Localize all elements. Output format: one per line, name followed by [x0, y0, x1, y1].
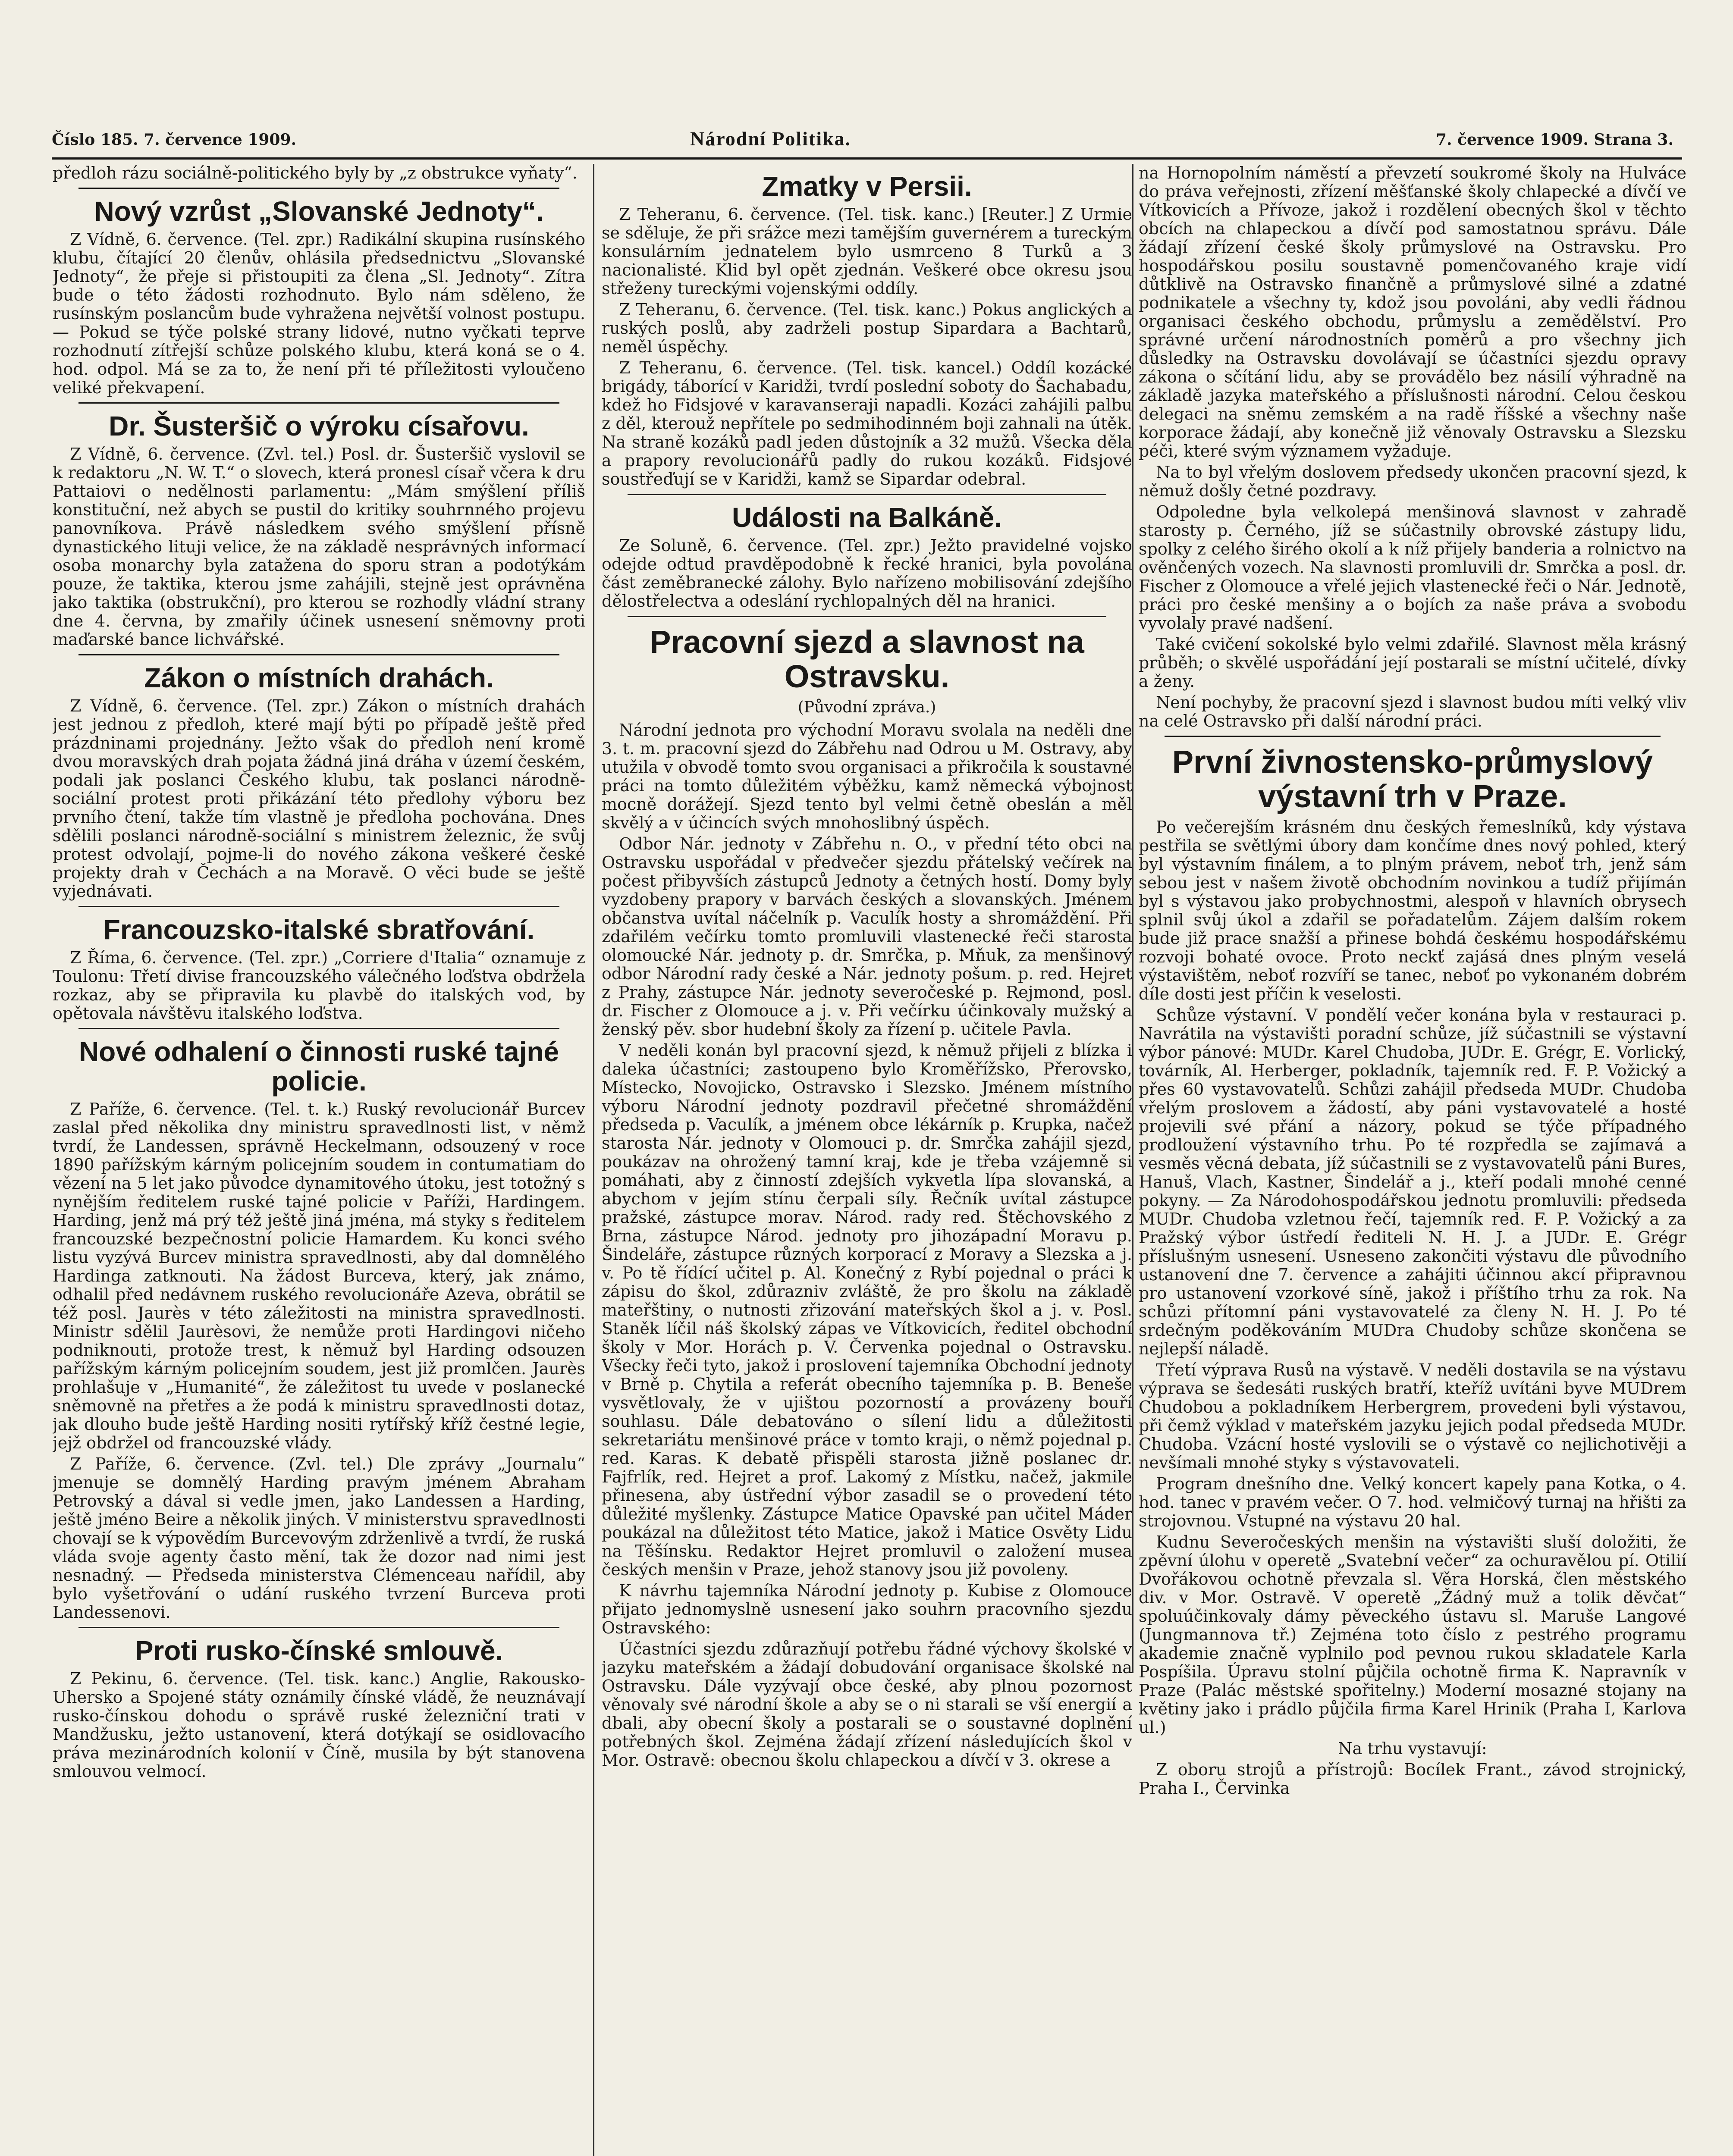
- article-title: Pracovní sjezd a slavnost na Ostravsku.: [650, 624, 1084, 694]
- article-paragraph: Odbor Nár. jednoty v Zábřehu n. O., v přední této obci na Ostravsku uspořádal v předvečer sjezdu přátelský večírek na počest přibyvších zástupců Jednoty a četných hostí. Domy byly vyzdobeny prapory v barvách českých a slovanských. Jménem občanstva uvítal náčelník p. Vaculík hosty a shromáždění. Při zdařilém večírku tomto promluvili vlastenecké řeči starosta olomoucké Nár. jednoty p. dr. Smrčka, p. Mňuk, za menšinový odbor Národní rady české a Nár. jednoty pošum. p. red. Hejret z Prahy, zástupce Nár. jednoty severočeské p. Rejmond, posl. dr. Fischer z Olomouce a j. v. Při večírku účinkovaly mužský a ženský pěv. sbor hudební školy za řízení p. učitele Pavla.: [602, 834, 1132, 1039]
- intro-text: předloh rázu sociálně-politického byly by „z obstrukce vyňaty“.: [53, 164, 578, 182]
- column-3: [1139, 164, 1686, 2156]
- divider: [1165, 736, 1661, 737]
- divider: [78, 654, 559, 655]
- header-rule: [52, 157, 1682, 160]
- section-heading: Na trhu vystavují:: [1338, 1739, 1487, 1758]
- column-2: [602, 164, 1132, 2156]
- column-divider: [593, 164, 594, 2156]
- article-paragraph: Kudnu Severočeských menšin na výstavišti sluší doložiti, že zpěvní úlohu v operetě „Svatební večer“ za ochuravělou pí. Otilií Dvořákovou ochotně převzala sl. Věra Horská, člen městského div. v Mor. Ostravě. V operetě „Žádný muž a tolik děvčat“ spoluúčinkovaly dámy pěveckého ústavu sl. Maruše Langové (Jungmannova tř.) Zejména toto číslo z pestrého programu akademie značně vyplnilo pod pevnou rukou skladatele Karla Pospíšila. Úpravu stolní půjčila ochotně firma K. Napravník v Praze (Palác městské spořitelny.) Moderní mosazné stojany na květiny jako i prádlo půjčila firma Karel Hrinik (Praha I, Karlova ul.): [1139, 1532, 1686, 1737]
- article-title: Francouzsko-italské sbratřování.: [103, 914, 535, 945]
- article-paragraph: Také cvičení sokolské bylo velmi zdařilé. Slavnost měla krásný průběh; o skvělé uspořádání její postarali se místní učitelé, dívky a ženy.: [1139, 635, 1686, 691]
- newspaper-title: Národní Politika.: [690, 128, 851, 150]
- article-paragraph: Není pochyby, že pracovní sjezd i slavnost budou míti velký vliv na celé Ostravsko při další národní práci.: [1139, 693, 1686, 730]
- article-paragraph: Z Vídně, 6. července. (Zvl. tel.) Posl. dr. Šusteršič vyslovil se k redaktoru „N. W. T.“ o slovech, která pronesl císař včera k dru Pattaiovi o nedělnosti parlamentu: „Mám smýšlení příliš konstituční, než abych se pustil do kritiky souhrnného projevu panovníkova. Právě následkem svého smýšlení přísně dynastického lituji velice, že na základě nesprávných informací osoba monarchy byla zatažena do sporu stran a podotýkám pouze, že taktika, kterou jsme zahájili, stejně jest oprávněna jako taktika (obstrukční), pro kterou se rozhodly vládní strany dne 4. června, by zmařily účinek usnesení sněmovny proti maďarské bance lichvářské.: [53, 445, 585, 649]
- article-title: Události na Balkáně.: [732, 502, 1002, 533]
- divider: [78, 188, 559, 189]
- article-paragraph: Z Paříže, 6. července. (Tel. t. k.) Ruský revolucionář Burcev zaslal před několika dny ministru spravedlnosti list, v němž tvrdí, že Landessen, správně Heckelmann, odsouzený v roce 1890 pařížským kárným policejním soudem in contumatiam do vězení na 5 let jako původce dynamitového útoku, jest totožný s nynějším ředitelem ruské tajné policie v Paříži, Hardingem. Harding, jenž má prý též ještě jiná jména, má styky s ředitelem francouzské bezpečnostní policie Hamardem. Ku konci svého listu vyzývá Burcev ministra spravedlnosti, aby dal domnělého Hardinga zatknouti. Na žádost Burceva, který, jak známo, odhalil před nedávnem ruského revolucionáře Azeva, obrátil se též posl. Jaurès v této záležitosti na ministra spravedlnosti. Ministr sdělil Jaurèsovi, že nemůže proti Hardingovi ničeho podniknouti, protože trest, k němuž byl Harding odsouzen pařížským kárným policejním soudem, jest již promlčen. Jaurès prohlašuje v „Humanité“, že záležitost tu uvede v poslanecké sněmovně na přetřes a že podá k ministru spravedlnosti dotaz, jak dlouho bude ještě Harding nositi rytířský kříž čestné legie, jejž obdržel od francouzské vlády.: [53, 1100, 585, 1452]
- article-title: Dr. Šusteršič o výroku císařovu.: [109, 411, 529, 442]
- article-paragraph: Z Teheranu, 6. července. (Tel. tisk. kancel.) Oddíl kozácké brigády, táborící v Karidži, tvrdí poslední soboty do Šachabadu, kdež ho Fidsjové v karavanseraji napadli. Kozáci zahájili palbu z děl, kterouž nepřítele po sedmihodinném boji zahnali na útěk. Na straně kozáků padl jeden důstojník a 32 mužů. Všecka děla a prapory revolucionářů padly do rukou kozáků. Fidsjové soustřeďují se v Karidži, kamž se Sipardar odebral.: [602, 358, 1132, 489]
- article-title: Nové odhalení o činnosti ruské tajné policie.: [78, 1036, 559, 1097]
- article-paragraph: Na to byl vřelým doslovem předsedy ukončen pracovní sjezd, k němuž došly četné pozdravy.: [1139, 463, 1686, 500]
- article-paragraph: Po večerejším krásném dnu českých řemeslníků, kdy výstava pestřila se světlými úbory dam končíme dnes nový pohled, který byl výstavním finálem, a to plným právem, neboť trh, jenž sám sebou jest v našem životě obchodním novinkou a tudíž přijímán byl s výstavou jako probychnostmi, alespoň v hlavních obrysech splnil svůj úkol a zdařil se pořadatelům. Zájem dalším rokem bude již prace snažší a přinese bohdá českému hospodářskému rozvoji bohaté ovoce. Proto neckť zajásá dnes plným veselá výstavištěm, neboť rozvíří se tanec, neboť po vykonaném dobrém díle dosti jest příčin k veselosti.: [1139, 818, 1686, 1003]
- article-paragraph: na Hornopolním náměstí a převzetí soukromé školy na Hulváce do práva veřejnosti, zřízení měšťanské školy chlapecké a dívčí ve Vítkovicích a Přívoze, jakož i rozdělení obecných škol v těchto obcích na chlapeckou a dívčí pod samostatnou správu. Dále žádají zřízení české školy průmyslové na Ostravsku. Pro hospodářskou posilu soustavně pomenčovaného kraje vidí důtklivě na Ostravsko finančně a průmyslové silné a zdatné podnikatele a všechny ty, kdož jsou povoláni, aby vedli řádnou organisaci českého obchodu, průmyslu a zemědělství. Pro správné určení národnostních poměrů a pro všechny jich důsledky na Ostravsku dovolávají se účastníci sjezdu opravy zákona o sčítání lidu, aby se provádělo bez násilí výhradně na základě jazyka mateřského a příslušnosti národní. Celou českou delegaci na sněmu zemském a na radě říšské a všechny naše korporace žádají, aby konečně již věnovaly Ostravsku a Slezsku péči, které svým významem vyžaduje.: [1139, 164, 1686, 461]
- issue-number-date: Číslo 185. 7. července 1909.: [52, 131, 297, 149]
- article-paragraph: Z Teheranu, 6. července. (Tel. tisk. kanc.) Pokus anglických a ruských poslů, aby zadrželi postup Sipardara a Bachtarů, neměl úspěchy.: [602, 300, 1132, 356]
- article-paragraph: Z Vídně, 6. července. (Tel. zpr.) Radikální skupina rusínského klubu, čítající 20 členův, ohlásila předsednictvu „Slovanské Jednoty“, že přeje si přistoupiti za člena „Sl. Jednoty“. Zítra bude o této žádosti rozhodnuto. Bylo nám sděleno, že rusínským poslancům bude vyhražena největší volnost postupu. — Pokud se týče polské strany lidové, nutno vyčkati teprve rozhodnutí zítřejší schůze polského klubu, která koná se o 4. hod. odpol. Má se za to, že není při té příležitosti vyloučeno veliké překvapení.: [53, 230, 585, 397]
- article-paragraph: K návrhu tajemníka Národní jednoty p. Kubise z Olomouce přijato jednomyslně usnesení jako souhrn pracovního sjezdu Ostravského:: [602, 1581, 1132, 1637]
- article-title: Zákon o místních drahách.: [144, 662, 494, 693]
- article-paragraph: Z Vídně, 6. července. (Tel. zpr.) Zákon o místních drahách jest jednou z předloh, které mají býti po případě ještě před prázdninami projednány. Ježto však do předloh není kromě dvou moravských drah pojata žádná jiná dráha v území českém, podali jak poslanci Českého klubu, tak poslanci národně-sociální protest proti přikázání této předlohy výboru bez prvního čtení, takže tím vlastně je předloha pochována. Dnes sdělili poslanci národně-sociální s ministrem železnic, že svůj protest odvolají, pojme-li do nového zákona veškeré české projekty drah v Čechách a na Moravě. O věci bude se ještě vyjednávati.: [53, 696, 585, 901]
- divider: [78, 906, 559, 907]
- divider: [78, 1627, 559, 1628]
- article-paragraph: Z oboru strojů a přístrojů: Bocílek Frant., závod strojnický, Praha I., Červinka: [1139, 1760, 1686, 1798]
- article-paragraph: Program dnešního dne. Velký koncert kapely pana Kotka, o 4. hod. tanec v pravém večer. O 7. hod. velmičový turnaj na hřišti za strojovnou. Vstupné na výstavu 20 hal.: [1139, 1474, 1686, 1530]
- article-paragraph: Z Pekinu, 6. července. (Tel. tisk. kanc.) Anglie, Rakousko-Uhersko a Spojené státy oznámily čínské vládě, že neuznávají rusko-čínskou dohodu o správě ruské železniční trati v Mandžusku, ježto ustanovení, která dotýkají se osidlovacího práva mezinárodních kolonií v Číně, musila by být stanovena smlouvou velmocí.: [53, 1669, 585, 1781]
- article-paragraph: Ze Soluně, 6. července. (Tel. zpr.) Ježto pravidelné vojsko odejde odtud pravděpodobně k řecké hranici, byla povolána část zeměbranecké zálohy. Bylo nařízeno mobilisování zdejšího dělostřelectva a odeslání rychlopalných děl na hranici.: [602, 536, 1132, 611]
- article-paragraph: Třetí výprava Rusů na výstavě. V neděli dostavila se na výstavu výprava se šedesáti ruských bratří, kteříž uvítáni byve MUDrem Chudobou a pokladníkem Herbergrem, provedeni byli výstavou, při čemž výklad v mateřském jazyku jejich podal předseda MUDr. Chudoba. Vzácní hosté vyslovili se o výstavě co nejlichotivěji a nevšímali mnohé styky s výstavovateli.: [1139, 1360, 1686, 1472]
- article-paragraph: Účastníci sjezdu zdůrazňují potřebu řádné výchovy školské v jazyku mateřském a žádají dobudování organisace školské na Ostravsku. Dále vyzývají obce české, aby plnou pozornost věnovaly své národní škole a aby se o ni starali se vší energií a dbali, aby obecní školy a postarali se o soustavné doplnění potřebných škol. Zejména žádají zřízení následujících škol v Mor. Ostravě: obecnou školu chlapeckou a dívčí v 3. okrese a: [602, 1639, 1132, 1770]
- date-page-number: 7. července 1909. Strana 3.: [1435, 131, 1673, 149]
- article-paragraph: Odpoledne byla velkolepá menšinová slavnost v zahradě starosty p. Černého, jíž se súčastnily obrovské zástupy lidu, spolky z celého širého okolí a k níž přijely banderia a rolnictvo na ověnčených vozech. Na slavnosti promluvili dr. Smrčka a posl. dr. Fischer z Olomouce a vřelé jejich vlastenecké řeči o Nár. Jednotě, práci pro české menšiny a o bojích za naše práva a svobodu vyvolaly pravé nadšení.: [1139, 502, 1686, 633]
- article-paragraph: Z Teheranu, 6. července. (Tel. tisk. kanc.) [Reuter.] Z Urmie se sděluje, že při srážce mezi tamějším guvernérem a tureckým konsulárním jednatelem bylo usmrceno 8 Turků a 3 nacionalisté. Klid byl opět zjednán. Veškeré obce okresu jsou střeženy tureckými vojenskými oddíly.: [602, 205, 1132, 298]
- masthead: [52, 127, 1691, 157]
- article-title: Proti rusko-čínské smlouvě.: [135, 1635, 503, 1666]
- article-title: Zmatky v Persii.: [762, 171, 972, 202]
- column-1: [53, 164, 585, 2156]
- divider: [78, 402, 559, 404]
- article-paragraph: Schůze výstavní. V pondělí večer konána byla v restauraci p. Navrátila na výstavišti poradní schůze, jíž súčastnili se výstavní výbor pánové: MUDr. Karel Chudoba, JUDr. E. Grégr, E. Vorlický, továrník, Al. Herberger, pokladník, tajemník red. F. P. Vožický a přes 60 vystavovatelů. Schůzi zahájil předseda MUDr. Chudoba vřelým proslovem a žádostí, aby páni vystavovatelé a hosté projevili své přání a názory, pokud se týče případného prodloužení výstavního trhu. Po té rozpředla se zajímavá a vesměs věcná debata, jíž súčastnili se z vystavovatelů páni Bures, Hanuš, Vlach, Kastner, Šindelář a j., kteří podali mnohé cenné pokyny. — Za Národohospodářskou jednotu promluvili: předseda MUDr. Chudoba vzletnou řečí, tajemník red. F. P. Vožický a za Pražský výbor ústředí řediteli N. H. J. a JUDr. E. Grégr příslušným usnesení. Usneseno zakončiti výstavu dle původního ustanovení dne 7. července a zahájiti účinnou akcí připravnou pro ustanovení vzorkové síně, jakož i příštího trhu za rok. Na schůzi přítomní páni vystavovatelé za členy N. H. J. Po té srdečným poděkováním MUDra Chudoby schůze skončena se nejlepší náladě.: [1139, 1006, 1686, 1358]
- divider: [628, 616, 1106, 617]
- article-paragraph: Z Paříže, 6. července. (Zvl. tel.) Dle zprávy „Journalu“ jmenuje se domnělý Harding pravým jménem Abraham Petrovský a dával si vedle jmen, jako Landessen a Harding, ještě jméno Beire a několik jiných. V ministerstvu spravedlnosti chovají se k výpovědím Burcevovým zdrženlivě a tvrdí, že ruská vláda svoje agenty často mění, tak že dozor nad nimi jest nesnadný. — Předseda ministerstva Clémenceau nařídil, aby bylo vyšetřování o udání ruského tvrzení Burceva proti Landessenovi.: [53, 1454, 585, 1622]
- divider: [78, 1028, 559, 1029]
- article-title: První živnostensko-průmyslový výstavní trh v Praze.: [1172, 744, 1653, 814]
- article-paragraph: Z Říma, 6. července. (Tel. zpr.) „Corriere d'Italia“ oznamuje z Toulonu: Třetí divise francouzského válečného loďstva obdržela rozkaz, aby se připravila ku plavbě do italských vod, by opětovala návštěvu italského loďstva.: [53, 948, 585, 1023]
- article-title: Nový vzrůst „Slovanské Jednoty“.: [94, 196, 544, 227]
- column-divider: [1132, 164, 1133, 1673]
- article-paragraph: V neděli konán byl pracovní sjezd, k němuž přijeli z blízka i daleka účastníci; zastoupeno bylo Kroměřížsko, Přerovsko, Místecko, Novojicko, Ostravsko i Slezsko. Jménem místního výboru Národní jednoty pozdravil přečetné shromáždění předseda p. Vaculík, a jménem obce lékárník p. Krupka, načež starosta Nár. jednoty v Olomouci p. dr. Smrčka zahájil sjezd, poukázav na ohrožený tamní kraj, kde je třeba vzájemně si pomáhati, aby z činností zdejších vykvetla lípa slovanská, a abychom v jejím stínu čerpali síly. Řečník uvítal zástupce pražské, zástupce morav. Národ. rady red. Štěchovského z Brna, zástupce Národ. jednoty pro jihozápadní Moravu p. Šindeláře, zástupce různých korporací z Moravy a Slezska a j. v. Po tě řídící učitel p. Al. Konečný z Rybí pojednal o práci k zápisu do škol, zdůrazniv zvláště, že pro školu na základě mateřštiny, o nutnosti zřizování mateřských škol a j. v. Posl. Staněk líčil náš školský zápas ve Vítkovicích, ředitel obchodní školy v Mor. Horách p. V. Červenka pojednal o Ostravsku. Všecky řeči tyto, jakož i proslovení tajemníka Obchodní jednoty v Brně p. Chytila a referát obecního tajemníka p. B. Beneše vysvětlovaly, že v ujištou pozorností a provázeny bouří souhlasu. Dále debatováno o sílení lidu a důležitosti sekretariátu menšinové práce v tomto kraji, o němž pojednal p. red. Karas. K debatě přispěli starosta jižně poslanec dr. Fajfrlík, red. Hejret a prof. Lakomý z Místku, načež, jakmile přinesena, aby ústřední výbor zasadil se o provedení této důležité myšlenky. Zástupce Matice Opavské pan učitel Máder poukázal na důležitost této Matice, jakož i Matice Osvěty Lidu na Těšínsku. Redaktor Hejret promluvil o založení musea českých menšin v Praze, jehož stanovy jsou již povoleny.: [602, 1041, 1132, 1579]
- article-subtitle: (Původní zpráva.): [797, 699, 936, 716]
- article-paragraph: Národní jednota pro východní Moravu svolala na neděli dne 3. t. m. pracovní sjezd do Zábřehu nad Odrou u M. Ostravy, aby utužila v obvodě tomto svou organisaci a přikročila k soustavné práci na tomto důležitém výběžku, kamž německá výbojnost mocně dorážejí. Sjezd tento byl velmi četně obeslán a měl skvělý a v účincích svých mnohoslibný úspěch.: [602, 721, 1132, 832]
- divider: [628, 494, 1106, 495]
